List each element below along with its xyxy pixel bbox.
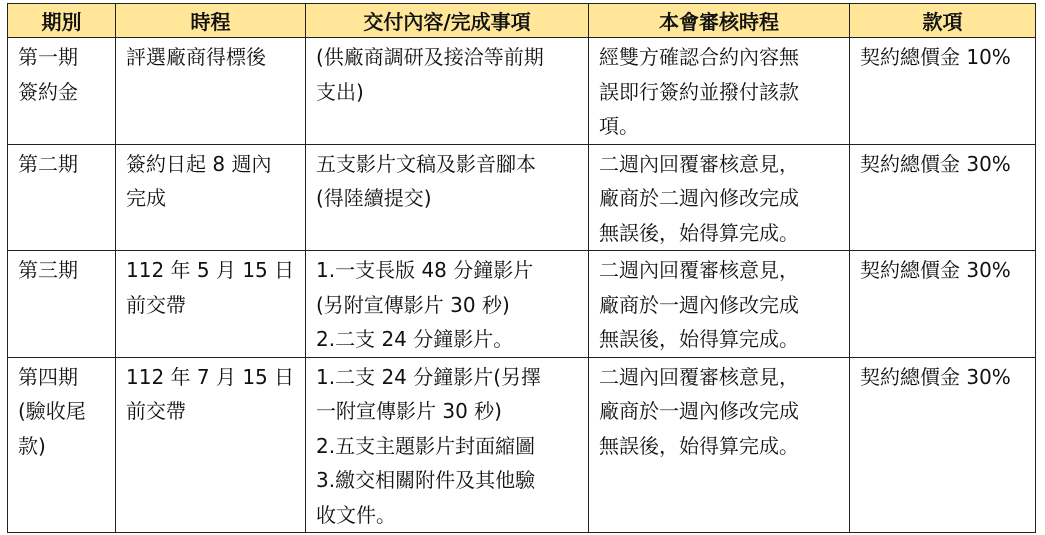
cell-line: 五支影片文稿及影音腳本 [316, 151, 536, 176]
cell-schedule [116, 38, 306, 145]
cell-line: (驗收尾 [18, 399, 86, 423]
header-review: 本會審核時程 [589, 4, 850, 38]
cell-line: 簽約日起 8 週內 [126, 151, 272, 176]
cell-schedule [116, 251, 306, 358]
cell-line: 2.二支 24 分鐘影片。 [316, 327, 514, 351]
cell-line: 112 年 7 月 15 日 [126, 364, 295, 389]
cell-line: 前交帶 [126, 292, 186, 317]
cell-period [8, 38, 116, 145]
cell-line: 1.二支 24 分鐘影片(另擇 [316, 364, 542, 389]
cell-line: 契約總價金 30% [860, 151, 1011, 176]
cell-line: 經雙方確認合約內容無 [599, 45, 799, 69]
cell-line: 1.一支長版 48 分鐘影片 [316, 258, 534, 282]
cell-line: 支出) [316, 79, 364, 104]
cell-schedule [116, 357, 306, 533]
cell-deliverable [306, 38, 589, 145]
cell-line: 廠商於二週內修改完成 [599, 186, 799, 210]
cell-line: 2.五支主題影片封面縮圖 [316, 433, 536, 458]
cell-line: 二週內回覆審核意見， [599, 151, 799, 176]
cell-line: 廠商於一週內修改完成 [599, 292, 799, 317]
cell-line: 第四期 [18, 364, 78, 389]
payment-schedule-table-wrapper [7, 3, 1036, 533]
cell-line: 第二期 [18, 151, 78, 176]
header-deliverable: 交付內容/完成事項 [306, 4, 589, 38]
payment-schedule-table [7, 3, 1036, 533]
cell-line: 契約總價金 30% [860, 364, 1011, 389]
header-payment: 款項 [850, 4, 1036, 38]
table-row [8, 144, 1036, 251]
cell-line: 第三期 [18, 258, 78, 282]
cell-review [589, 144, 850, 251]
cell-line: 前交帶 [126, 399, 186, 423]
table-row [8, 251, 1036, 358]
table-row [8, 357, 1036, 533]
cell-line: 契約總價金 30% [860, 258, 1011, 282]
cell-line: 一附宣傳影片 30 秒) [316, 399, 502, 423]
cell-line: 無誤後，始得算完成。 [599, 327, 799, 351]
cell-line: 完成 [126, 186, 166, 210]
cell-line: 第一期 [18, 45, 78, 69]
cell-line: (另附宣傳影片 30 秒) [316, 292, 510, 317]
cell-review [589, 38, 850, 145]
cell-line: 誤即行簽約並撥付該款 [599, 79, 799, 104]
cell-line: 簽約金 [18, 79, 78, 104]
header-schedule: 時程 [116, 4, 306, 38]
cell-payment [850, 38, 1036, 145]
cell-line: 廠商於一週內修改完成 [599, 399, 799, 423]
cell-line: (供廠商調研及接洽等前期 [316, 45, 544, 69]
cell-deliverable [306, 144, 589, 251]
cell-review [589, 251, 850, 358]
cell-payment [850, 357, 1036, 533]
cell-line: 二週內回覆審核意見， [599, 258, 799, 282]
cell-line: 款) [18, 433, 46, 458]
cell-period [8, 144, 116, 251]
cell-line: 無誤後，始得算完成。 [599, 220, 799, 245]
cell-line: 3.繳交相關附件及其他驗 [316, 468, 536, 492]
cell-deliverable [306, 251, 589, 358]
cell-line: 契約總價金 10% [860, 45, 1011, 69]
cell-payment [850, 251, 1036, 358]
cell-deliverable [306, 357, 589, 533]
cell-payment [850, 144, 1036, 251]
cell-line: 無誤後，始得算完成。 [599, 433, 799, 458]
cell-period [8, 357, 116, 533]
cell-line: (得陸續提交) [316, 186, 432, 210]
cell-schedule [116, 144, 306, 251]
cell-line: 項。 [599, 114, 639, 138]
header-period: 期別 [8, 4, 116, 38]
cell-line: 收文件。 [316, 502, 396, 527]
cell-line: 112 年 5 月 15 日 [126, 258, 295, 282]
cell-line: 二週內回覆審核意見， [599, 364, 799, 389]
table-row [8, 38, 1036, 145]
cell-review [589, 357, 850, 533]
cell-line: 評選廠商得標後 [126, 45, 266, 69]
cell-period [8, 251, 116, 358]
header-row [8, 4, 1036, 38]
